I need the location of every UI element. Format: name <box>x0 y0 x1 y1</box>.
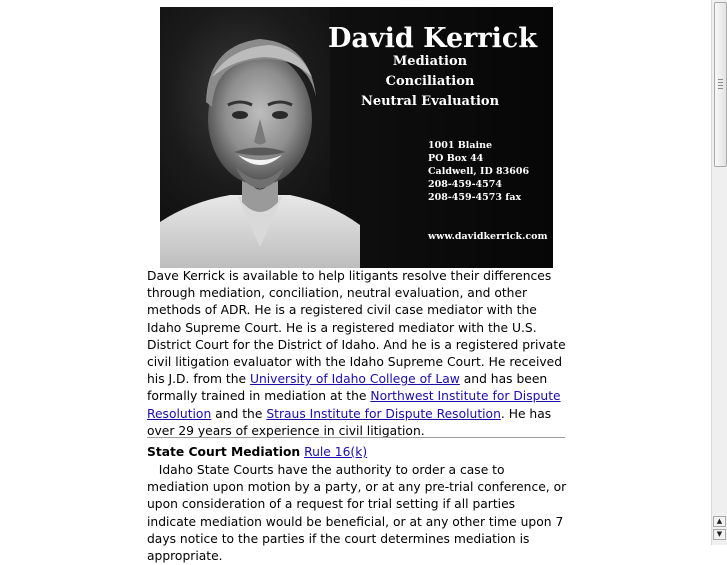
state-court-heading: State Court Mediation <box>147 445 301 459</box>
banner-name: David Kerrick <box>328 23 538 54</box>
scrollbar-grip-icon <box>718 79 723 89</box>
university-of-idaho-link[interactable]: University of Idaho College of Law <box>249 372 460 387</box>
scroll-down-arrow-icon[interactable]: ▼ <box>713 529 726 540</box>
straus-institute-link[interactable]: Straus Institute for Dispute Resolution <box>266 406 501 421</box>
banner-website: www.davidkerrick.com <box>428 231 548 242</box>
state-court-body-text: Idaho State Courts have the authority to order a case to mediation upon motion by a party, or at any pre-trial conference, or upon consideration of a request for trial setting if all parties indicate mediation would be beneficial, or at any other time upon 7 days notice to the parties if the court determines mediation is appropriate. <box>147 463 567 564</box>
banner-address-city: Caldwell, ID 83606 <box>428 166 530 177</box>
intro-text-4: . He has over 29 years of experience in civil litigation. <box>147 406 552 438</box>
banner-address-street: 1001 Blaine <box>428 140 493 151</box>
scroll-up-arrow-icon[interactable]: ▲ <box>713 516 726 527</box>
intro-paragraph <box>147 268 567 440</box>
rule-16k-link[interactable]: Rule 16(k) <box>304 445 368 459</box>
intro-text-1: Dave Kerrick is available to help litigants resolve their differences through mediation, conciliation, neutral evaluation, and other methods of ADR. He is a registered civil case mediator with the Idaho Supreme Court. He is a registered mediator with the U.S. District Court for the District of Idaho. And he is a registered private civil litigation evaluator with the Idaho Supreme Court. He received his J.D. from the <box>147 269 566 387</box>
banner-service-conciliation: Conciliation <box>385 74 475 89</box>
banner-service-neutral-evaluation: Neutral Evaluation <box>360 94 500 109</box>
northwest-institute-link[interactable]: Northwest Institute for Dispute Resolution <box>147 389 561 421</box>
state-court-heading-row <box>147 444 567 461</box>
vertical-scrollbar[interactable] <box>711 0 727 545</box>
banner-service-mediation: Mediation <box>392 54 468 69</box>
header-banner <box>160 7 553 268</box>
state-court-body <box>147 462 567 565</box>
intro-text-2: and has been formally trained in mediation at the <box>147 372 548 404</box>
banner-address-pobox: PO Box 44 <box>428 153 484 164</box>
section-divider <box>147 437 565 438</box>
intro-text-3: and the <box>211 406 267 421</box>
banner-phone: 208-459-4574 <box>428 179 502 190</box>
banner-fax: 208-459-4573 fax <box>428 192 522 203</box>
scrollbar-thumb[interactable] <box>714 2 727 167</box>
